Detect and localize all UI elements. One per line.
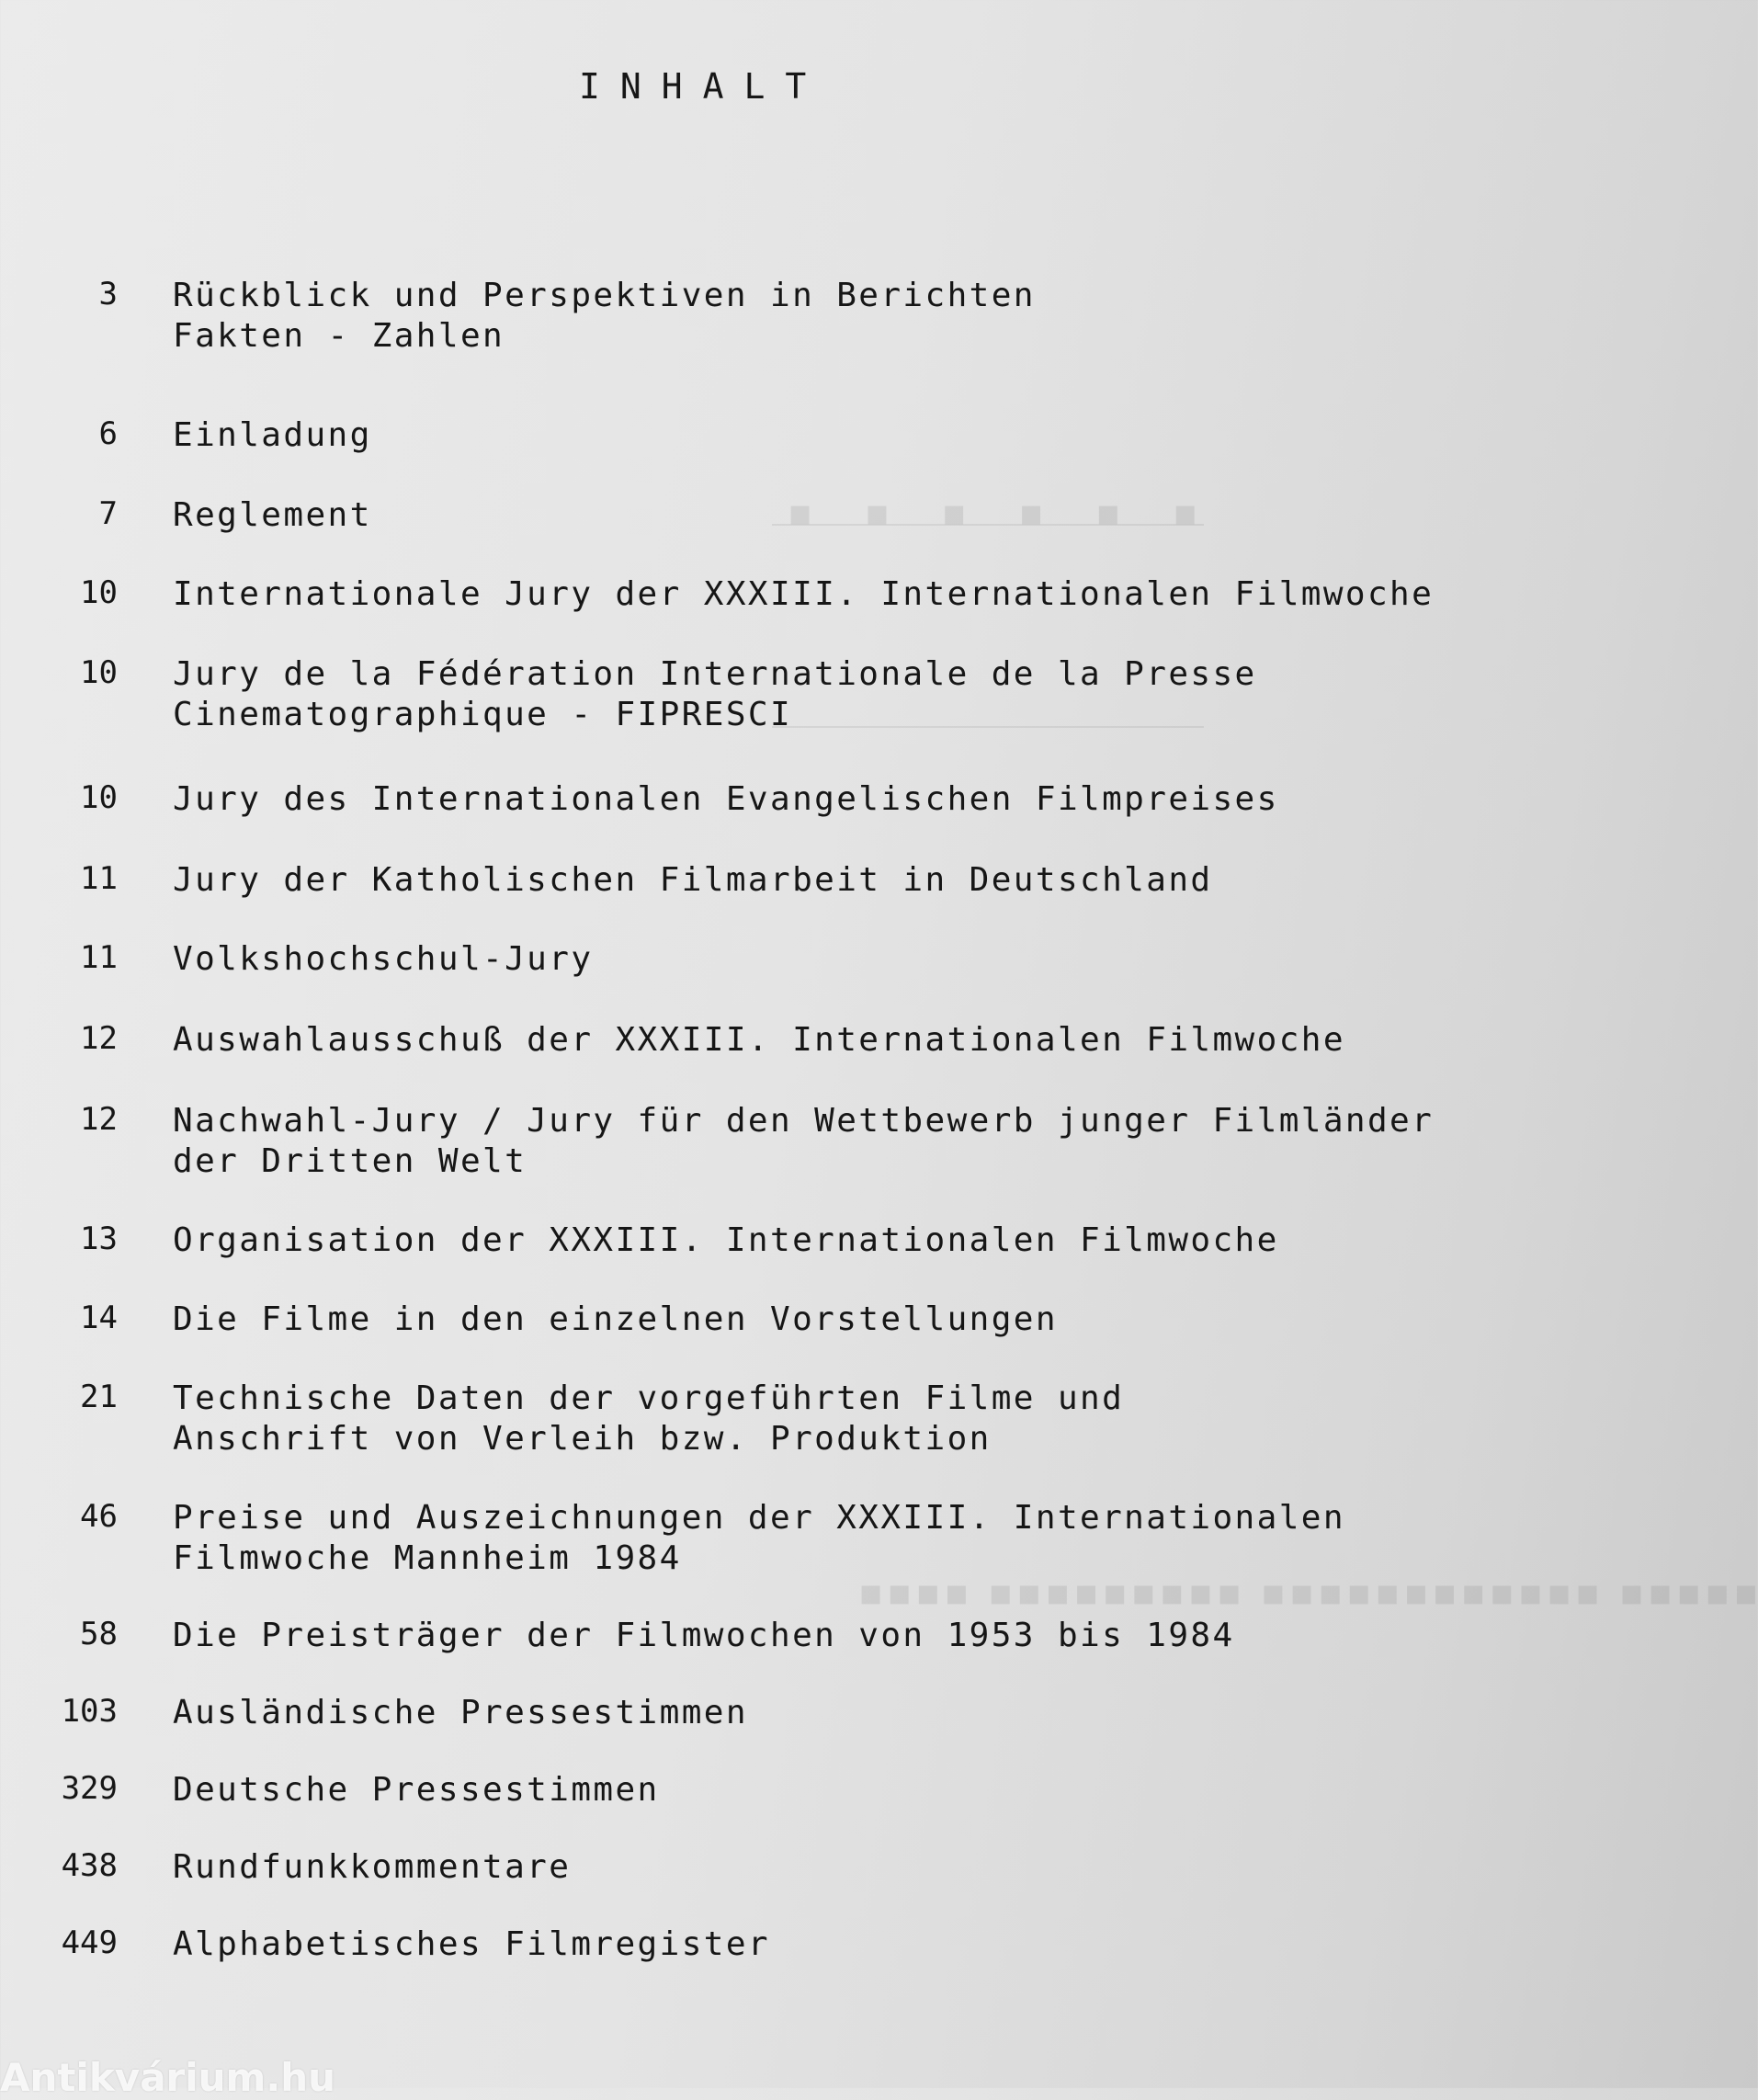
toc-page-number: 11 <box>80 939 118 976</box>
toc-page-number: 329 <box>61 1770 118 1807</box>
show-through-rule <box>772 524 1204 526</box>
watermark-text: Antikvárium.hu <box>0 2055 336 2100</box>
toc-entry-text: Preise und Auszeichnungen der XXXIII. Internationalen Filmwoche Mannheim 1984 <box>173 1499 1345 1577</box>
toc-page-number: 11 <box>80 860 118 897</box>
toc-page-number: 449 <box>61 1924 118 1961</box>
toc-entry-text: Rückblick und Perspektiven in Berichten Fakten - Zahlen <box>173 277 1036 355</box>
toc-page-number: 21 <box>80 1379 118 1415</box>
toc-page-number: 10 <box>80 654 118 691</box>
toc-page-number: 103 <box>61 1693 118 1730</box>
toc-page-number: 46 <box>80 1498 118 1535</box>
toc-page-number: 3 <box>98 276 118 312</box>
show-through-text: ▪▪▪▪▪ ▪▪▪▪▪▪▪▪▪▪▪▪ ▪▪▪▪▪▪▪▪▪ ▪▪▪▪ <box>855 1576 1758 1618</box>
toc-page-number: 14 <box>80 1300 118 1336</box>
toc-entry-text: Nachwahl-Jury / Jury für den Wettbewerb junger Filmländer der Dritten Welt <box>173 1102 1435 1180</box>
toc-entry-text: Jury des Internationalen Evangelischen Filmpreises <box>173 780 1279 818</box>
toc-entry-text: Deutsche Pressestimmen <box>173 1771 660 1809</box>
toc-entry-text: Technische Daten der vorgeführten Filme und Anschrift von Verleih bzw. Produktion <box>173 1379 1125 1458</box>
toc-entry-text: Ausländische Pressestimmen <box>173 1694 748 1731</box>
show-through-marks: ▪ ▪ ▪ ▪ ▪ ▪ <box>767 492 1198 534</box>
toc-entry-text: Jury de la Fédération Internationale de la Presse Cinematographique - FIPRESCI <box>173 655 1257 733</box>
toc-page-number: 13 <box>80 1220 118 1257</box>
toc-page-number: 12 <box>80 1020 118 1057</box>
toc-entry-text: Auswahlausschuß der XXXIII. Internationalen Filmwoche <box>173 1021 1345 1059</box>
toc-entry-text: Reglement <box>173 496 372 534</box>
toc-page-number: 6 <box>98 415 118 452</box>
toc-entry-text: Internationale Jury der XXXIII. Internationalen Filmwoche <box>173 575 1435 613</box>
toc-page-number: 10 <box>80 574 118 611</box>
toc-entry-text: Rundfunkkommentare <box>173 1848 572 1886</box>
toc-entry-text: Einladung <box>173 416 372 454</box>
toc-page-number: 58 <box>80 1616 118 1652</box>
toc-page-number: 438 <box>61 1847 118 1884</box>
toc-entry-text: Die Preisträger der Filmwochen von 1953 bis 1984 <box>173 1617 1235 1654</box>
toc-entry-text: Volkshochschul-Jury <box>173 940 594 978</box>
toc-page-number: 10 <box>80 779 118 816</box>
toc-entry-text: Jury der Katholischen Filmarbeit in Deutschland <box>173 861 1213 899</box>
page-title: INHALT <box>579 66 827 107</box>
toc-entry-text: Organisation der XXXIII. Internationalen Filmwoche <box>173 1221 1279 1259</box>
toc-entry-text: Alphabetisches Filmregister <box>173 1925 770 1963</box>
toc-entry-text: Die Filme in den einzelnen Vorstellungen <box>173 1300 1058 1338</box>
toc-page-number: 7 <box>98 495 118 532</box>
toc-page-number: 12 <box>80 1101 118 1138</box>
